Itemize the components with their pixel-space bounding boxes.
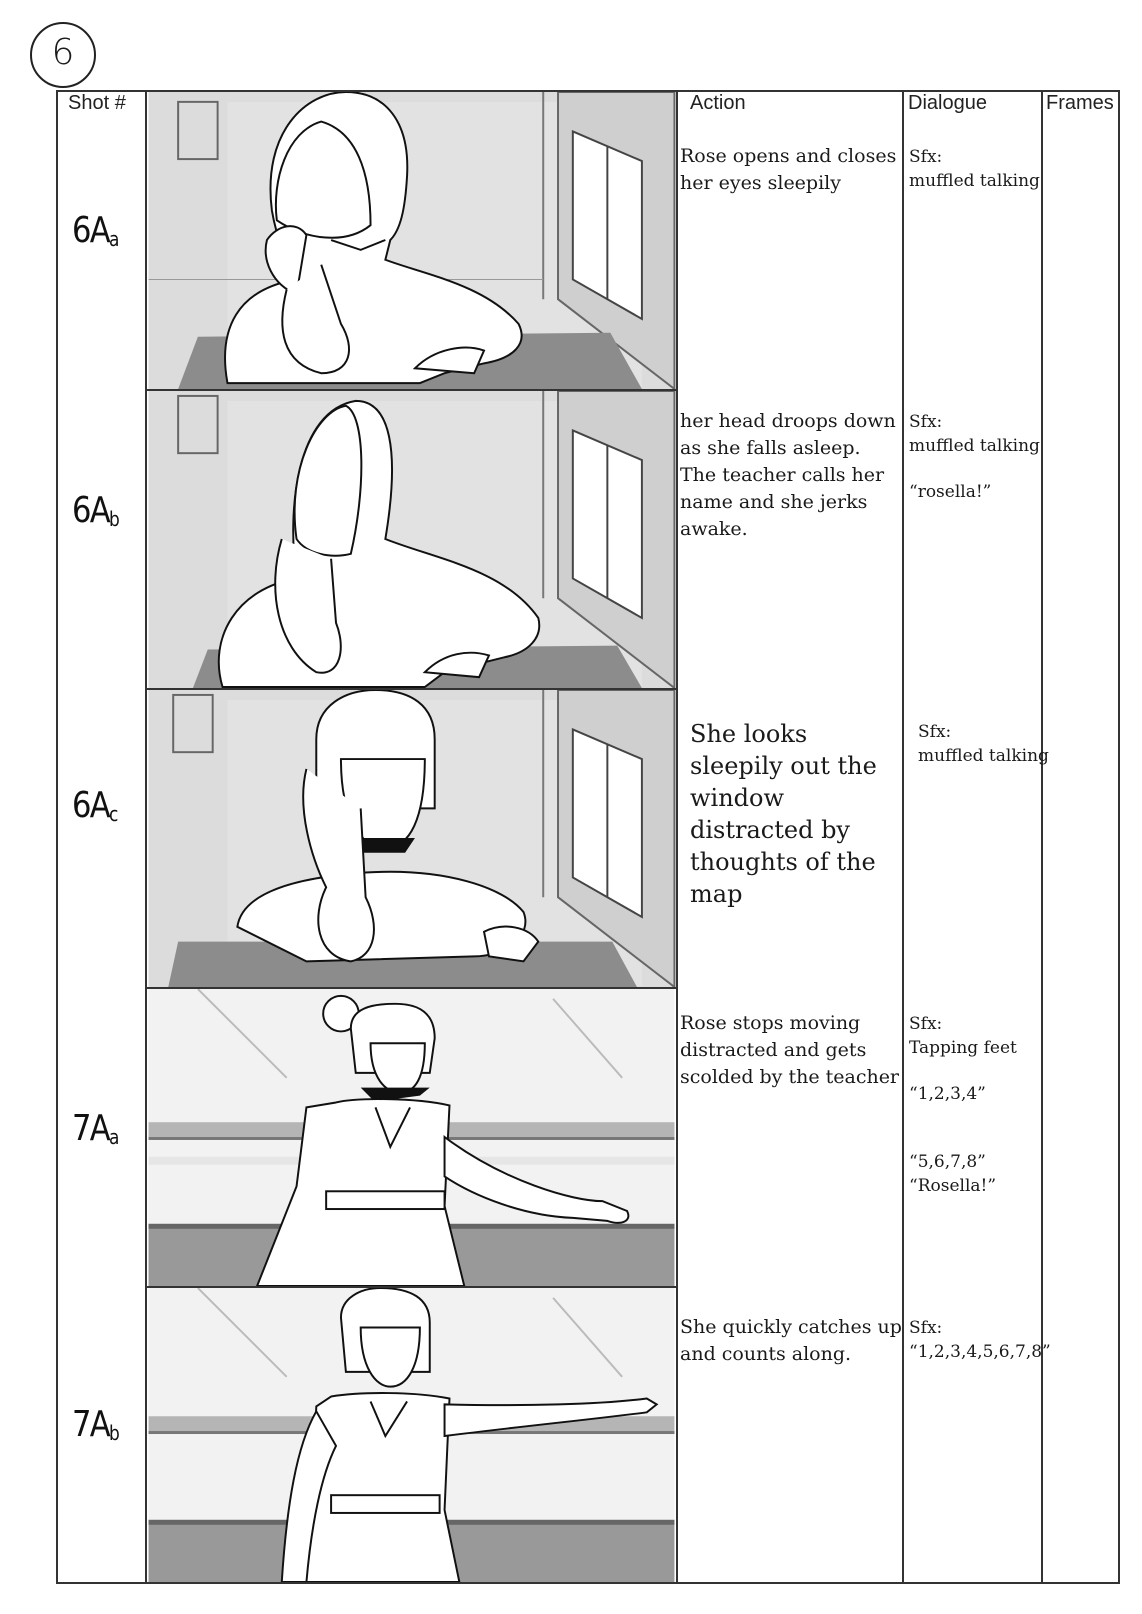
storyboard-panel-6Ab [145,389,678,690]
dialogue-line: Sfx: [909,1318,943,1338]
dialogue-line: “5,6,7,8” [909,1152,986,1172]
storyboard-panel-6Ac [145,688,678,989]
action-text-6Aa: Rose opens and closes her eyes sleepily [680,145,897,194]
header-frames: Frames [1046,92,1114,114]
header-dialogue: Dialogue [908,92,987,114]
dance-class-illustration [147,989,676,1286]
header-action: Action [690,92,746,114]
shot-label-6Ab: $6A_b$ [72,490,119,531]
classroom-illustration [147,391,676,688]
dialogue-line: Sfx: [909,1014,943,1034]
action-text-7Ab: She quickly catches up and counts along. [680,1316,902,1365]
shot-label-6Ac: $6A_c$ [72,785,117,826]
dialogue-line: muffled talking [918,746,1049,766]
dialogue-line: “rosella!” [909,482,992,502]
shot-label-6Aa: $6A_a$ [72,210,118,251]
storyboard-panel-7Ab [145,1286,678,1584]
dialogue-line: “Rosella!” [909,1176,997,1196]
header-shot: Shot # [68,92,126,114]
dialogue-line: Tapping feet [909,1038,1017,1058]
page-number: 6 [51,32,75,73]
dialogue-line: muffled talking [909,436,1040,456]
dialogue-line: Sfx: [909,412,943,432]
dialogue-6Ac [918,720,1058,768]
dialogue-line: Sfx: [918,722,952,742]
dialogue-line: “1,2,3,4,5,6,7,8” [909,1342,1051,1362]
classroom-illustration [147,92,676,389]
action-text-6Ac: She looks sleepily out the window distracted by thoughts of the map [690,720,877,908]
dialogue-line: muffled talking [909,171,1040,191]
storyboard-panel-7Aa [145,987,678,1288]
dance-class-illustration [147,1288,676,1582]
dialogue-6Ab [909,410,1049,504]
page-number-badge [30,22,96,88]
shot-label-7Aa: $7A_a$ [72,1108,118,1149]
storyboard-panel-6Aa [145,90,678,391]
classroom-illustration [147,690,676,987]
shot-label-7Ab: $7A_b$ [72,1404,119,1445]
dialogue-line: Sfx: [909,147,943,167]
action-text-7Aa: Rose stops moving distracted and gets scolded by the teacher [680,1012,900,1088]
dialogue-7Ab [909,1316,1049,1364]
dialogue-6Aa [909,145,1049,193]
dialogue-7Aa [909,1012,1049,1198]
action-text-6Ab: her head droops down as she falls asleep. The teacher calls her name and she jerks awake. [680,410,896,540]
dialogue-line: “1,2,3,4” [909,1084,986,1104]
